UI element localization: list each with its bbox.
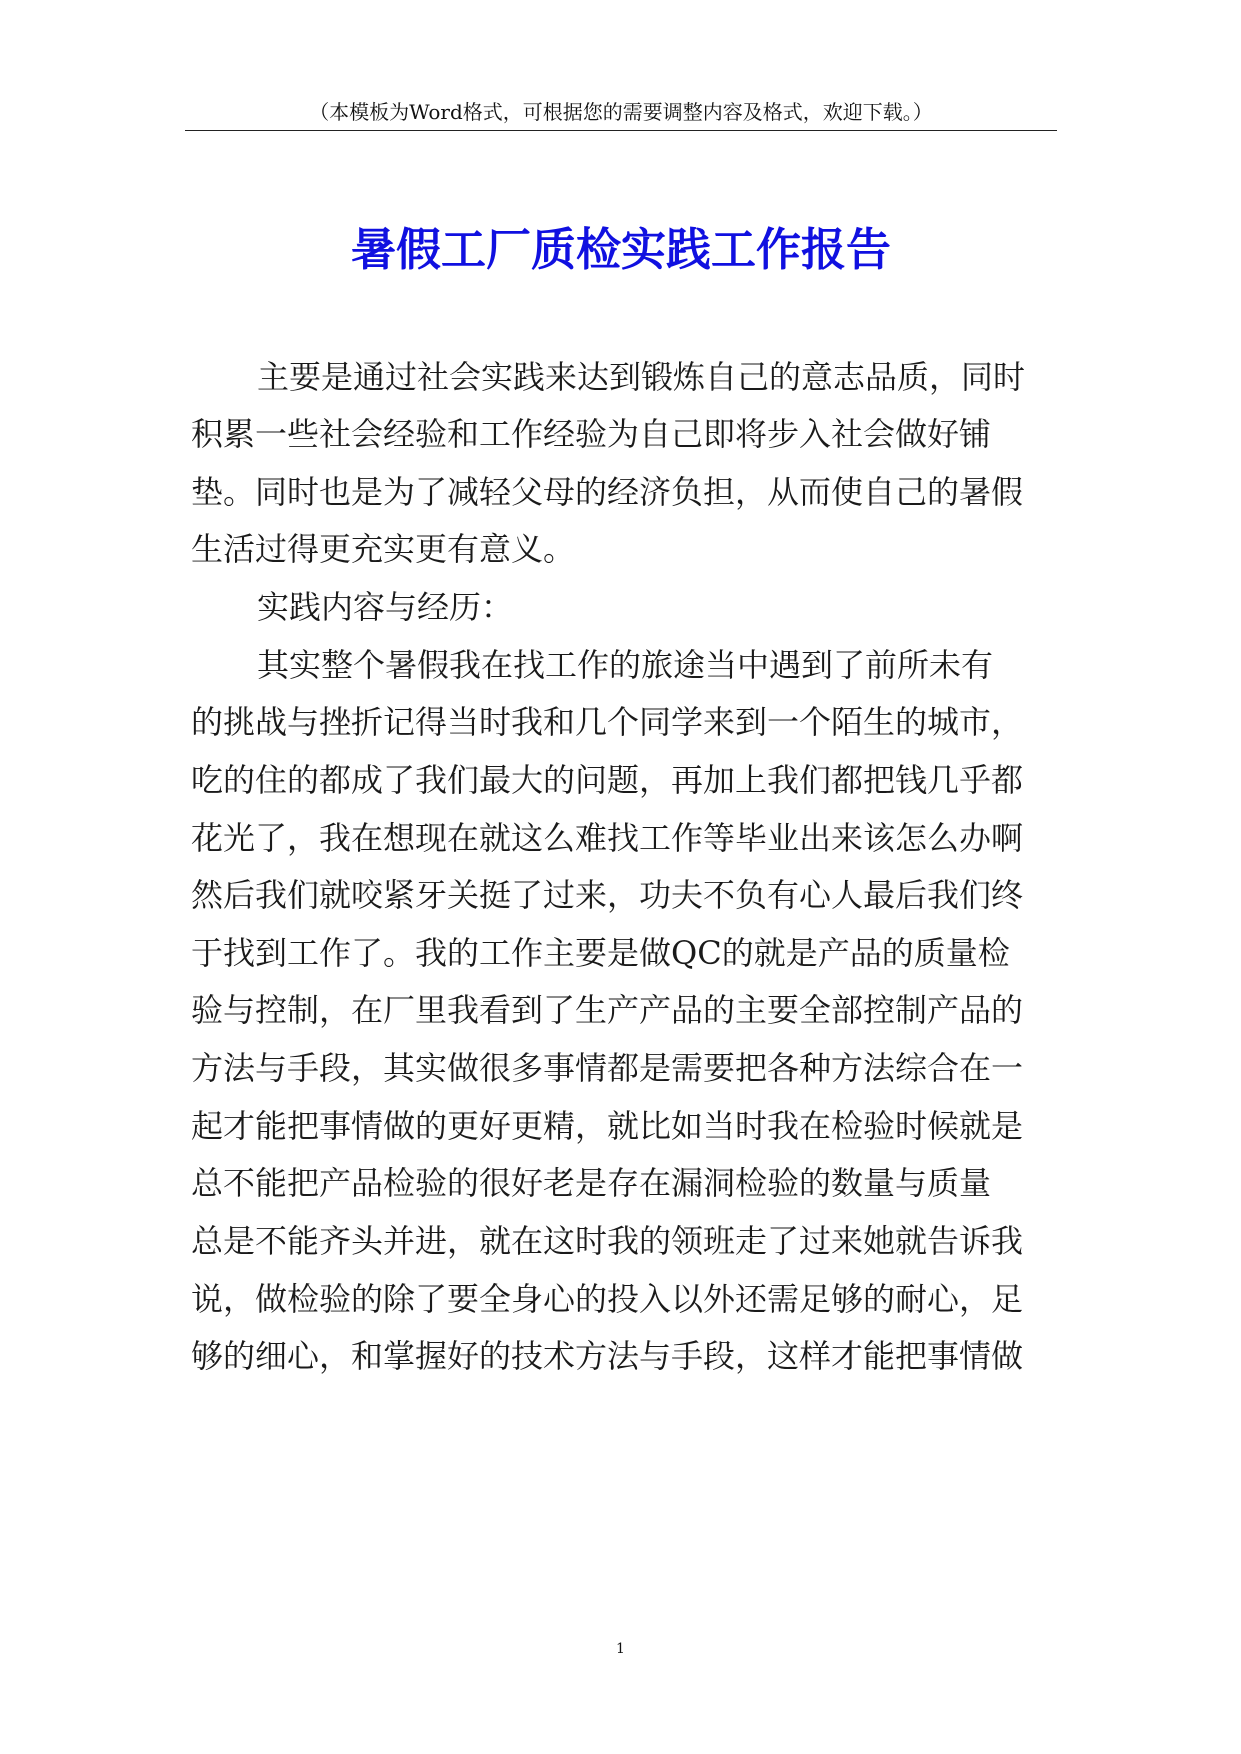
body-line: 其实整个暑假我在找工作的旅途当中遇到了前所未有 <box>257 646 994 684</box>
header-divider <box>185 130 1057 131</box>
body-line: 够的细心，和掌握好的技术方法与手段，这样才能把事情做 <box>191 1337 1024 1375</box>
body-line: 花光了，我在想现在就这么难找工作等毕业出来该怎么办啊 <box>191 819 1024 857</box>
body-line: 起才能把事情做的更好更精，就比如当时我在检验时候就是 <box>191 1107 1024 1145</box>
template-note: （本模板为Word格式，可根据您的需要调整内容及格式，欢迎下载。） <box>309 100 933 124</box>
body-line: 总是不能齐头并进，就在这时我的领班走了过来她就告诉我 <box>191 1222 1024 1260</box>
body-line: 的挑战与挫折记得当时我和几个同学来到一个陌生的城市， <box>191 703 1024 741</box>
body-line: 生活过得更充实更有意义。 <box>191 530 576 568</box>
page-number: 1 <box>616 1641 625 1657</box>
body-line: 然后我们就咬紧牙关挺了过来，功夫不负有心人最后我们终 <box>191 876 1024 914</box>
body-line: 主要是通过社会实践来达到锻炼自己的意志品质，同时 <box>257 358 1026 396</box>
body-line: 验与控制，在厂里我看到了生产产品的主要全部控制产品的 <box>191 991 1024 1029</box>
body-line: 说，做检验的除了要全身心的投入以外还需足够的耐心，足 <box>191 1280 1024 1318</box>
body-line: 吃的住的都成了我们最大的问题，再加上我们都把钱几乎都 <box>191 761 1024 799</box>
document-title: 暑假工厂质检实践工作报告 <box>350 223 891 276</box>
body-line: 垫。同时也是为了减轻父母的经济负担，从而使自己的暑假 <box>191 473 1024 511</box>
body-line: 积累一些社会经验和工作经验为自己即将步入社会做好铺 <box>191 415 992 453</box>
section-heading: 实践内容与经历： <box>257 588 514 626</box>
body-line: 方法与手段，其实做很多事情都是需要把各种方法综合在一 <box>191 1049 1024 1087</box>
body-line: 于找到工作了。我的工作主要是做QC的就是产品的质量检 <box>191 934 1010 972</box>
body-line: 总不能把产品检验的很好老是存在漏洞检验的数量与质量 <box>191 1164 992 1202</box>
